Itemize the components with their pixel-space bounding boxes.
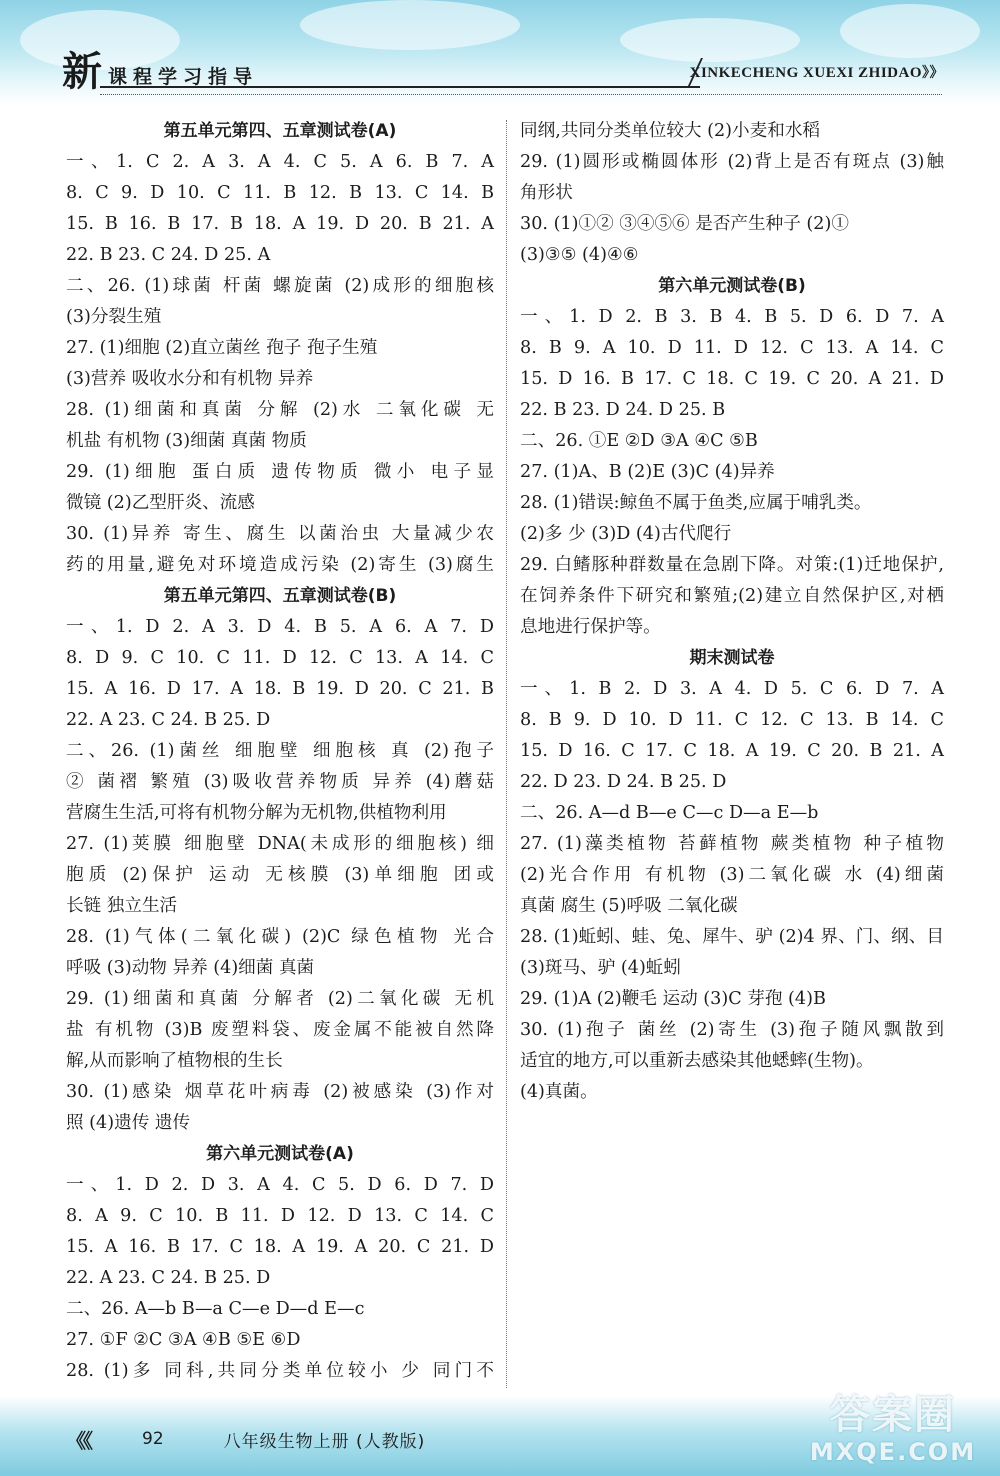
answer-line: 22. B 23. D 24. D 25. B [520, 400, 726, 420]
answer-line: 同纲,共同分类单位较大 (2)小麦和水稻 [520, 121, 821, 141]
answer-line: 8. D 9. C 10. C 11. D 12. C 13. A 14. C [66, 648, 494, 668]
answer-line: 呼吸 (3)动物 异养 (4)细菌 真菌 [66, 958, 315, 978]
answer-line: ② 菌褶 繁殖 (3)吸收营养物质 异养 (4)蘑菇 [66, 772, 494, 792]
answer-line: 22. A 23. C 24. B 25. D [66, 710, 271, 730]
answer-line: 二、26. ①E ②D ③A ④C ⑤B [520, 431, 758, 451]
answer-line: 解,从而影响了植物根的生长 [66, 1051, 283, 1071]
answer-line: (2)光合作用 有机物 (3)二氧化碳 水 (4)细菌 [520, 865, 944, 885]
answer-line: 在饲养条件下研究和繁殖;(2)建立自然保护区,对栖 [520, 586, 944, 606]
answer-line: 一、1. D 2. B 3. B 4. B 5. D 6. D 7. A [520, 307, 944, 327]
header-text: 课程学习指导 [108, 66, 259, 88]
answer-line: 二、26. A—d B—e C—c D—a E—b [520, 803, 819, 823]
answer-line: 15. D 16. B 17. C 18. C 19. C 20. A 21. D [520, 369, 944, 389]
answer-line: 15. B 16. B 17. B 18. A 19. D 20. B 21. A [66, 214, 494, 234]
answer-line: 长链 独立生活 [66, 896, 178, 916]
answer-line: 二、26. A—b B—a C—e D—d E—c [66, 1299, 365, 1319]
watermark-url: MXQE.COM [809, 1438, 977, 1466]
answer-line: 29. (1)细胞 蛋白质 遗传物质 微小 电子显 [66, 462, 494, 482]
answer-line: 30. (1)孢子 菌丝 (2)寄生 (3)孢子随风飘散到 [520, 1020, 944, 1040]
answer-line: 一、1. B 2. D 3. A 4. D 5. C 6. D 7. A [520, 679, 944, 699]
answer-line: 15. A 16. B 17. C 18. A 19. A 20. C 21. D [66, 1237, 494, 1257]
answer-line: 息地进行保护等。 [520, 617, 661, 637]
answer-line: 28. (1)气体(二氧化碳) (2)C 绿色植物 光合 [66, 927, 494, 947]
answer-line: 一、1. C 2. A 3. A 4. C 5. A 6. B 7. A [66, 152, 494, 172]
header-english-text: XINKECHENG XUEXI ZHIDAO [689, 65, 922, 81]
answer-line: 机盐 有机物 (3)细菌 真菌 物质 [66, 431, 307, 451]
answer-line: 28. (1)细菌和真菌 分解 (2)水 二氧化碳 无 [66, 400, 494, 420]
answer-line: 8. A 9. C 10. B 11. D 12. D 13. C 14. C [66, 1206, 494, 1226]
column-divider [506, 120, 507, 1388]
section-title: 第五单元第四、五章测试卷(B) [163, 586, 397, 606]
answer-line: 8. B 9. A 10. D 11. D 12. C 13. A 14. C [520, 338, 944, 358]
answer-line: 29. (1)细菌和真菌 分解者 (2)二氧化碳 无机 [66, 989, 494, 1009]
chevron-left-icon: 《《 [66, 1428, 90, 1453]
answer-line: 真菌 腐生 (5)呼吸 二氧化碳 [520, 896, 738, 916]
answer-line: 药的用量,避免对环境造成污染 (2)寄生 (3)腐生 [66, 555, 494, 575]
right-column [520, 116, 944, 1108]
answer-line: (2)多 少 (3)D (4)古代爬行 [520, 524, 732, 544]
answer-line: 27. ①F ②C ③A ④B ⑤E ⑥D [66, 1330, 301, 1350]
answer-line: 二、26. (1)球菌 杆菌 螺旋菌 (2)成形的细胞核 [66, 276, 494, 296]
answer-line: 30. (1)感染 烟草花叶病毒 (2)被感染 (3)作对 [66, 1082, 494, 1102]
answer-line: (3)斑马、驴 (4)蚯蚓 [520, 958, 681, 978]
answer-line: 30. (1)异养 寄生、腐生 以菌治虫 大量减少农 [66, 524, 494, 544]
footer [66, 1424, 425, 1454]
answer-line: 一、1. D 2. A 3. D 4. B 5. A 6. A 7. D [66, 617, 494, 637]
header-dotted-rule [100, 94, 942, 95]
answer-line: 15. A 16. D 17. A 18. B 19. D 20. C 21. B [66, 679, 494, 699]
answer-line: 营腐生生活,可将有机物分解为无机物,供植物利用 [66, 803, 447, 823]
answer-line: 28. (1)错误:鲸鱼不属于鱼类,应属于哺乳类。 [520, 493, 872, 513]
answer-line: 30. (1)①② ③④⑤⑥ 是否产生种子 (2)① [520, 214, 849, 234]
answer-line: 27. (1)荚膜 细胞壁 DNA(未成形的细胞核) 细 [66, 834, 494, 854]
answer-line: 15. D 16. C 17. C 18. A 19. C 20. B 21. A [520, 741, 944, 761]
answer-line: (3)营养 吸收水分和有机物 异养 [66, 369, 314, 389]
answer-line: (4)真菌。 [520, 1082, 598, 1102]
answer-line: 27. (1)A、B (2)E (3)C (4)异养 [520, 462, 775, 482]
answer-line: 22. A 23. C 24. B 25. D [66, 1268, 271, 1288]
answer-line: 8. B 9. D 10. D 11. C 12. C 13. B 14. C [520, 710, 944, 730]
answer-line: 适宜的地方,可以重新去感染其他蟋蟀(生物)。 [520, 1051, 874, 1071]
answer-line: 28. (1)蚯蚓、蛙、兔、犀牛、驴 (2)4 界、门、纲、目 [520, 927, 944, 947]
answer-line: 28. (1)多 同科,共同分类单位较小 少 同门不 [66, 1361, 494, 1381]
answer-line: 角形状 [520, 183, 573, 203]
section-title: 期末测试卷 [689, 648, 775, 668]
answer-line: 8. C 9. D 10. C 11. B 12. B 13. C 14. B [66, 183, 494, 203]
watermark-text: 答案圈 [830, 1392, 956, 1438]
section-title: 第六单元测试卷(A) [206, 1144, 354, 1164]
book-title: 八年级生物上册 (人教版) [223, 1431, 426, 1452]
answer-line: 29. 白鳍豚种群数量在急剧下降。对策:(1)迁地保护, [520, 555, 944, 575]
answer-line: 盐 有机物 (3)B 废塑料袋、废金属不能被自然降 [66, 1020, 494, 1040]
header-english-title [690, 62, 944, 82]
answer-line: 一、1. D 2. D 3. A 4. C 5. D 6. D 7. D [66, 1175, 494, 1195]
answer-line: 27. (1)细胞 (2)直立菌丝 孢子 孢子生殖 [66, 338, 378, 358]
answer-line: 22. B 23. C 24. D 25. A [66, 245, 271, 265]
left-column [66, 116, 494, 1387]
header-logo: 新 [62, 49, 102, 95]
header-rule [100, 86, 700, 88]
section-title: 第六单元测试卷(B) [658, 276, 806, 296]
page-number: 92 [142, 1429, 164, 1449]
answer-line: (3)分裂生殖 [66, 307, 162, 327]
answer-line: (3)③⑤ (4)④⑥ [520, 245, 639, 265]
answer-line: 胞质 (2)保护 运动 无核膜 (3)单细胞 团或 [66, 865, 494, 885]
answer-line: 29. (1)圆形或椭圆体形 (2)背上是否有斑点 (3)触 [520, 152, 944, 172]
chevron-right-icon: 》》 [922, 65, 944, 81]
section-title: 第五单元第四、五章测试卷(A) [163, 121, 397, 141]
watermark-logo [808, 1392, 978, 1472]
answer-line: 22. D 23. D 24. B 25. D [520, 772, 727, 792]
answer-line: 微镜 (2)乙型肝炎、流感 [66, 493, 255, 513]
answer-line: 二、26. (1)菌丝 细胞壁 细胞核 真 (2)孢子 [66, 741, 494, 761]
answer-line: 27. (1)藻类植物 苔藓植物 蕨类植物 种子植物 [520, 834, 944, 854]
answer-line: 29. (1)A (2)鞭毛 运动 (3)C 芽孢 (4)B [520, 989, 826, 1009]
answer-line: 照 (4)遗传 遗传 [66, 1113, 191, 1133]
